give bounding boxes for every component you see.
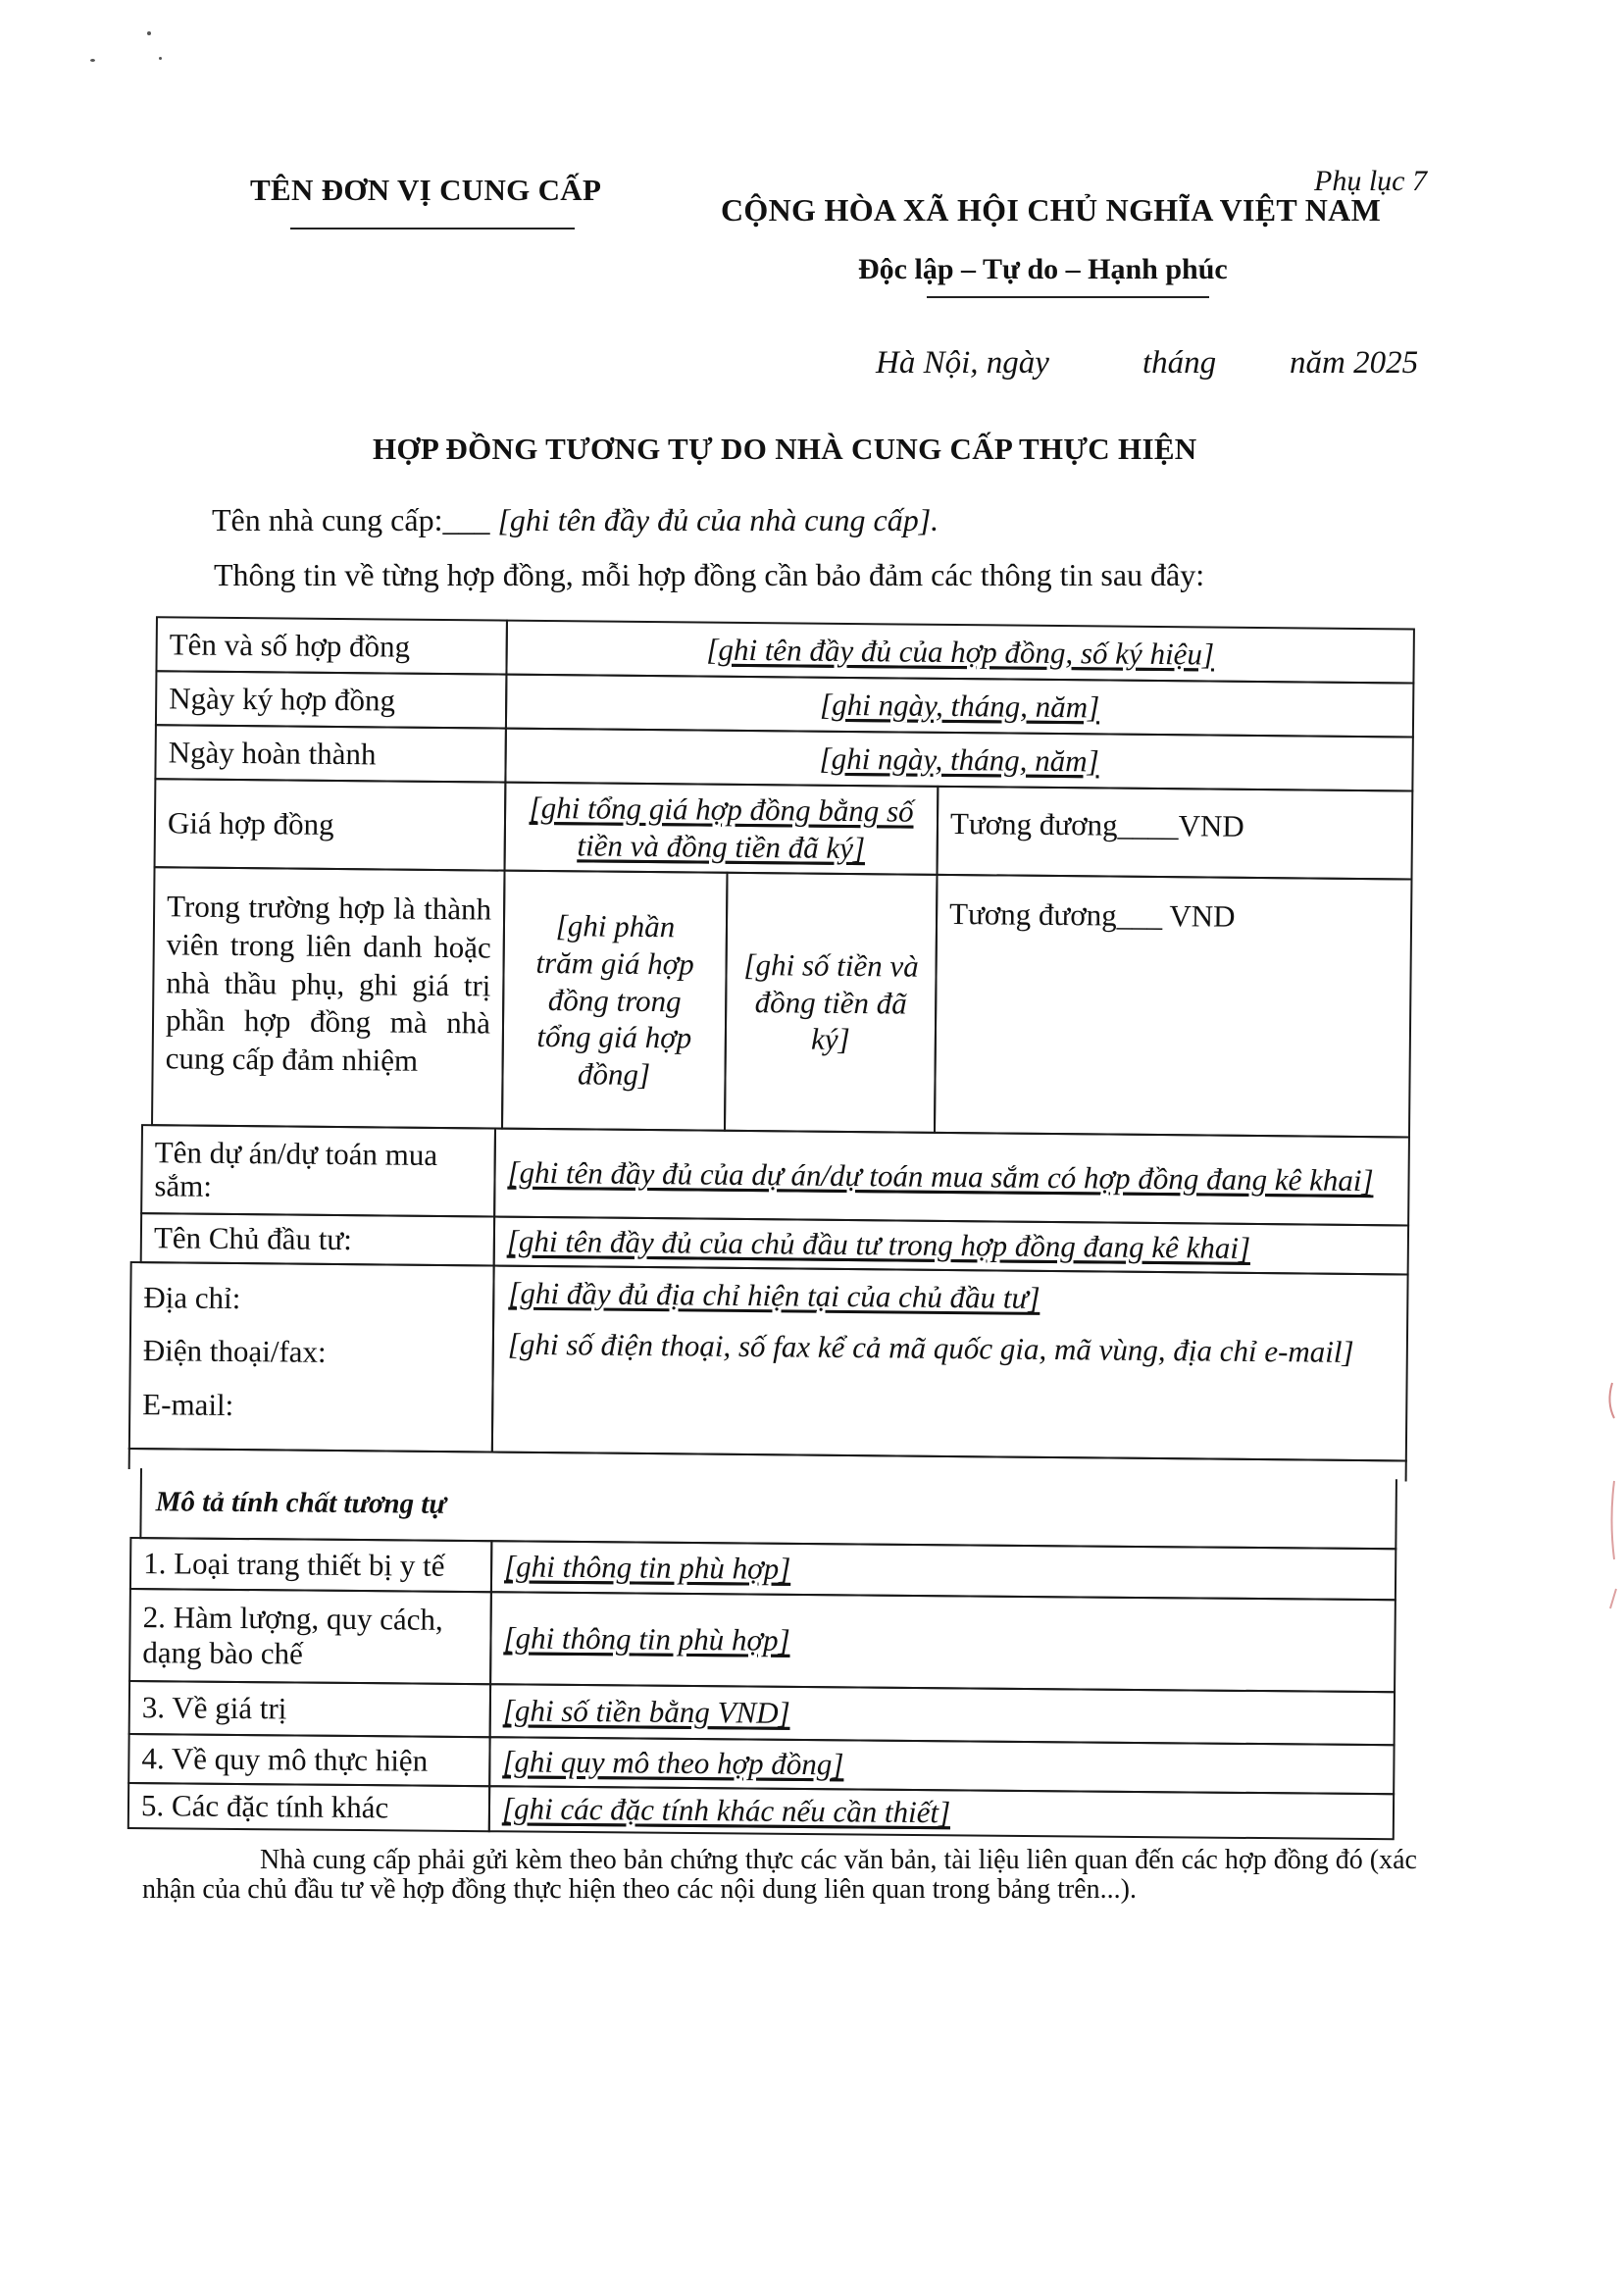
- supplier-line: [212, 502, 939, 538]
- issuing-unit-name: TÊN ĐƠN VỊ CUNG CẤP: [250, 173, 602, 207]
- address-label: Địa chỉ:: [143, 1280, 241, 1316]
- price-equivalent: Tương đương____VND: [936, 786, 1413, 881]
- document-title: HỢP ĐỒNG TƯƠNG TỰ DO NHÀ CUNG CẤP THỰC HIỆN: [373, 432, 1197, 466]
- project-label: Tên dự án/dự toán mua sắm:: [140, 1124, 496, 1217]
- description-heading: Mô tả tính chất tương tự: [155, 1486, 446, 1521]
- price-value: [ghi tổng giá hợp đồng bằng số tiền và đồng tiền đã ký]: [504, 782, 939, 876]
- sign-date-value: [ghi ngày, tháng, năm]: [505, 674, 1415, 739]
- date-month: tháng: [1142, 345, 1217, 381]
- desc-row-5-value: [ghi các đặc tính khác nếu cần thiết]: [488, 1785, 1395, 1840]
- desc-row-3-label: 3. Về giá trị: [128, 1680, 491, 1738]
- appendix-number: Phụ lục 7: [1314, 165, 1427, 197]
- national-motto: Độc lập – Tự do – Hạnh phúc: [858, 253, 1228, 285]
- scan-speck: [147, 31, 151, 35]
- scan-speck: [90, 59, 95, 62]
- finish-date-value: [ghi ngày, tháng, năm]: [504, 728, 1414, 792]
- partner-share-percent: [ghi phần trăm giá hợp đồng trong tổng giá hợp đồng]: [501, 870, 729, 1132]
- supplier-label: Tên nhà cung cấp:___: [212, 502, 490, 537]
- desc-row-1-label: 1. Loại trang thiết bị y tế: [129, 1537, 492, 1593]
- investor-value: [ghi tên đầy đủ của chủ đầu tư trong hợp đồng đang kê khai]: [493, 1216, 1409, 1276]
- desc-row-4-label: 4. Về quy mô thực hiện: [127, 1733, 490, 1787]
- date-place: Hà Nội, ngày: [876, 345, 1049, 381]
- attachment-note: [142, 1846, 1417, 1905]
- motto-underline: [927, 296, 1209, 298]
- project-value: [ghi tên đầy đủ của dự án/dự toán mua sắm có hợp đồng đang kê khai]: [493, 1128, 1410, 1227]
- desc-row-2-value: [ghi thông tin phù hợp]: [489, 1591, 1396, 1693]
- partner-share-amount: [ghi số tiền và đồng tiền đã ký]: [724, 872, 939, 1134]
- similarity-description-table: [127, 1468, 1397, 1840]
- phone-value: [ghi số điện thoại, số fax kể cả mã quốc gia, mã vùng, địa chỉ e-mail]: [507, 1326, 1354, 1369]
- email-label: E-mail:: [142, 1386, 234, 1422]
- finish-date-label: Ngày hoàn thành: [154, 724, 507, 783]
- desc-row-1-value: [ghi thông tin phù hợp]: [490, 1540, 1396, 1601]
- contract-info-table: [128, 616, 1415, 1481]
- contact-labels: [128, 1261, 495, 1453]
- desc-row-3-value: [ghi số tiền bằng VND]: [489, 1683, 1396, 1746]
- contracts-intro: Thông tin về từng hợp đồng, mỗi hợp đồng cần bảo đảm các thông tin sau đây:: [214, 557, 1205, 592]
- issuing-unit-underline: [290, 228, 575, 229]
- national-title: CỘNG HÒA XÃ HỘI CHỦ NGHĨA VIỆT NAM: [721, 192, 1382, 228]
- sign-date-label: Ngày ký hợp đồng: [155, 670, 508, 729]
- phone-label: Điện thoại/fax:: [142, 1333, 327, 1370]
- attachment-note-text: Nhà cung cấp phải gửi kèm theo bản chứng thực các văn bản, tài liệu liên quan đến các hợp đồng đó (xác nhận của chủ đầu tư về hợp đồng thực hiện theo các nội dung liên quan trong bảng trên...).: [142, 1845, 1417, 1906]
- address-value: [ghi đầy đủ địa chỉ hiện tại của chủ đầu tư]: [508, 1275, 1040, 1315]
- desc-row-2-label: 2. Hàm lượng, quy cách, dạng bào chế: [128, 1588, 492, 1685]
- partner-share-label: Trong trường hợp là thành viên trong liên danh hoặc nhà thầu phụ, ghi giá trị phần hợp đồng mà nhà cung cấp đảm nhiệm: [151, 866, 506, 1129]
- partner-share-equivalent: Tương đương___ VND: [934, 874, 1413, 1139]
- margin-mark-decoration: [1599, 1373, 1624, 1628]
- desc-row-5-label: 5. Các đặc tính khác: [127, 1782, 490, 1832]
- investor-label: Tên Chủ đầu tư:: [140, 1212, 495, 1266]
- scan-speck: [159, 57, 162, 60]
- price-label: Giá hợp đồng: [154, 778, 507, 871]
- contact-values: [491, 1265, 1409, 1462]
- contract-name-label: Tên và số hợp đồng: [155, 616, 508, 675]
- desc-row-4-value: [ghi quy mô theo hợp đồng]: [488, 1736, 1395, 1795]
- supplier-hint: [ghi tên đầy đủ của nhà cung cấp].: [497, 502, 939, 537]
- contract-name-value: [ghi tên đầy đủ của hợp đồng, số ký hiệu]: [505, 620, 1415, 685]
- date-year: năm 2025: [1290, 345, 1419, 381]
